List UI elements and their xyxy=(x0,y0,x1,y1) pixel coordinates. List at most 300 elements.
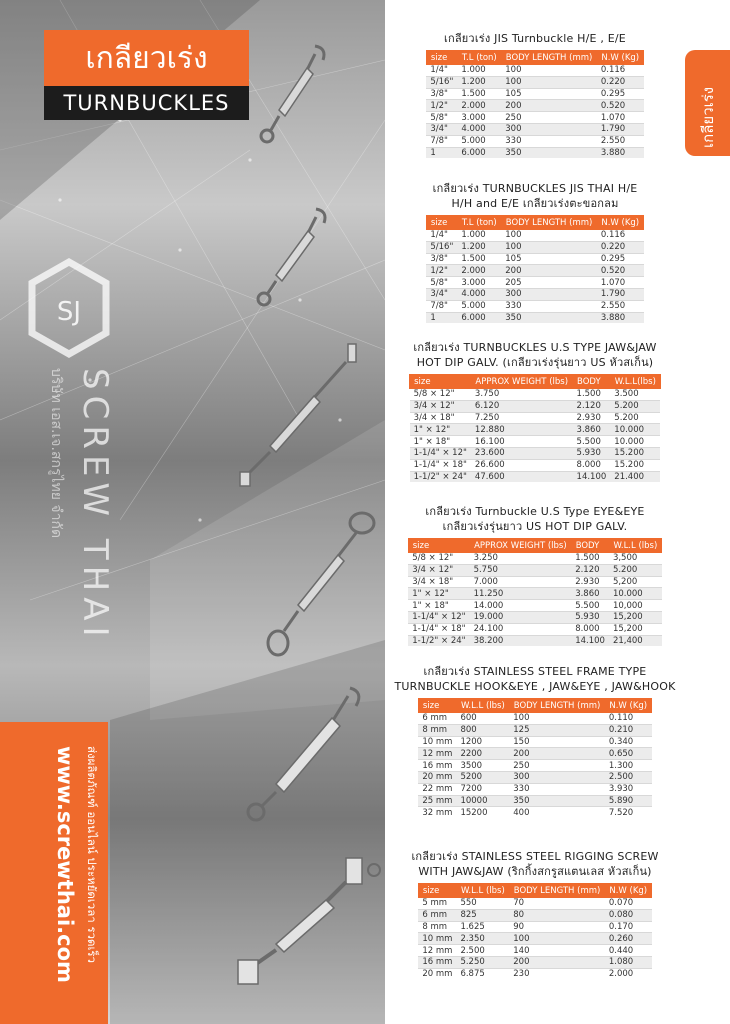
table-cell: 10.000 xyxy=(609,588,662,600)
table-cell: 800 xyxy=(456,724,509,736)
table-cell: 1200 xyxy=(456,736,509,748)
table-cell: 5/8" xyxy=(426,112,457,124)
table-cell: 1 xyxy=(426,312,457,323)
table-cell: 26.600 xyxy=(471,459,573,471)
table-cell: 5 mm xyxy=(418,898,456,910)
section-subtitle: เกลียวเร่งรุ่นยาว US HOT DIP GALV. xyxy=(442,520,628,533)
table-cell: 38.200 xyxy=(470,635,572,646)
table-row xyxy=(426,88,643,100)
table-cell: 0.295 xyxy=(597,253,644,265)
table-cell: 70 xyxy=(509,898,605,910)
table-cell: 330 xyxy=(501,300,597,312)
table-cell: 0.110 xyxy=(605,713,652,725)
table-cell: 5.000 xyxy=(457,300,501,312)
table-cell: 12 mm xyxy=(418,945,456,957)
table-cell: 2.500 xyxy=(456,945,509,957)
column-header: N.W (Kg) xyxy=(597,216,644,230)
table-cell: 0.440 xyxy=(605,945,652,957)
table-row xyxy=(418,748,651,760)
table-cell: 10000 xyxy=(456,795,509,807)
table-row xyxy=(418,736,651,748)
table-cell: 205 xyxy=(501,277,597,289)
table-row xyxy=(418,724,651,736)
table-cell: 350 xyxy=(501,147,597,158)
table-cell: 19.000 xyxy=(470,611,572,623)
section-rigging-screw xyxy=(390,849,680,980)
table-cell: 0.520 xyxy=(597,265,644,277)
table-row xyxy=(410,400,661,412)
table-cell: 3.880 xyxy=(597,147,644,158)
table-header-row xyxy=(410,375,661,389)
table-row xyxy=(418,760,651,772)
table-cell: 3.000 xyxy=(457,112,501,124)
table-cell: 8 mm xyxy=(418,921,456,933)
table-cell: 25 mm xyxy=(418,795,456,807)
column-header: BODY LENGTH (mm) xyxy=(509,699,605,713)
column-header: BODY LENGTH (mm) xyxy=(509,884,605,898)
spec-table xyxy=(408,538,663,646)
table-cell: 1-1/2" × 24" xyxy=(408,635,469,646)
table-cell: 2.930 xyxy=(571,576,609,588)
table-row xyxy=(418,898,651,910)
table-cell: 100 xyxy=(501,76,597,88)
table-cell: 2.550 xyxy=(597,135,644,147)
table-row xyxy=(418,933,651,945)
spec-table xyxy=(426,215,644,323)
table-cell: 2200 xyxy=(456,748,509,760)
table-cell: 3.250 xyxy=(470,553,572,565)
table-row xyxy=(410,447,661,459)
table-cell: 0.070 xyxy=(605,898,652,910)
table-cell: 3.860 xyxy=(571,588,609,600)
table-cell: 23.600 xyxy=(471,447,573,459)
title-thai: เกลียวเร่ง xyxy=(44,30,249,86)
table-cell: 3/4" xyxy=(426,288,457,300)
table-row xyxy=(426,230,643,242)
table-row xyxy=(408,635,662,646)
table-cell: 47.600 xyxy=(471,471,573,482)
table-cell: 825 xyxy=(456,909,509,921)
table-cell: 1.500 xyxy=(457,88,501,100)
table-row xyxy=(426,100,643,112)
table-cell: 1-1/4" × 12" xyxy=(410,447,471,459)
table-cell: 1/4" xyxy=(426,65,457,77)
side-tab xyxy=(685,50,730,156)
table-row xyxy=(410,389,661,401)
table-cell: 5200 xyxy=(456,771,509,783)
table-cell: 100 xyxy=(509,713,605,725)
table-cell: 8.000 xyxy=(571,623,609,635)
table-cell: 1.200 xyxy=(457,241,501,253)
table-cell: 3.500 xyxy=(610,389,660,401)
table-cell: 5/8 × 12" xyxy=(408,553,469,565)
table-header-row xyxy=(426,216,643,230)
section-title: เกลียวเร่ง STAINLESS STEEL RIGGING SCREW xyxy=(411,850,659,863)
table-cell: 80 xyxy=(509,909,605,921)
table-cell: 600 xyxy=(456,713,509,725)
table-cell: 0.080 xyxy=(605,909,652,921)
table-cell: 7.520 xyxy=(605,807,652,818)
table-cell: 0.116 xyxy=(597,230,644,242)
table-cell: 5.930 xyxy=(571,611,609,623)
table-cell: 0.116 xyxy=(597,65,644,77)
table-row xyxy=(426,265,643,277)
table-cell: 5/16" xyxy=(426,241,457,253)
table-cell: 20 mm xyxy=(418,771,456,783)
table-cell: 200 xyxy=(509,748,605,760)
section-stainless-frame xyxy=(390,664,680,818)
table-cell: 90 xyxy=(509,921,605,933)
table-cell: 3/4 × 12" xyxy=(410,400,471,412)
section-title: เกลียวเร่ง TURNBUCKLES JIS THAI H/E xyxy=(432,182,638,195)
table-cell: 3.860 xyxy=(573,424,611,436)
column-header: size xyxy=(426,51,457,65)
table-header-row xyxy=(408,539,662,553)
table-cell: 105 xyxy=(501,88,597,100)
table-cell: 100 xyxy=(501,65,597,77)
table-cell: 1.500 xyxy=(457,253,501,265)
section-subtitle: TURNBUCKLE HOOK&EYE , JAW&EYE , JAW&HOOK xyxy=(394,680,676,693)
table-cell: 4.000 xyxy=(457,288,501,300)
table-cell: 10 mm xyxy=(418,736,456,748)
section-subtitle: WITH JAW&JAW (ริกกิ้งสกรูสแตนเลส หัวสเก็น) xyxy=(418,865,652,878)
table-row xyxy=(408,600,662,612)
table-cell: 3/4" xyxy=(426,123,457,135)
table-cell: 1" × 12" xyxy=(410,424,471,436)
table-row xyxy=(426,135,643,147)
table-cell: 15.200 xyxy=(610,459,660,471)
table-cell: 1-1/4" × 12" xyxy=(408,611,469,623)
table-cell: 2.500 xyxy=(605,771,652,783)
table-cell: 20 mm xyxy=(418,968,456,979)
table-cell: 3.930 xyxy=(605,783,652,795)
column-header: APPROX WEIGHT (lbs) xyxy=(471,375,573,389)
table-row xyxy=(418,783,651,795)
table-row xyxy=(426,65,643,77)
section-title: เกลียวเร่ง JIS Turnbuckle H/E , E/E xyxy=(444,32,626,45)
table-row xyxy=(426,76,643,88)
table-row xyxy=(408,564,662,576)
table-cell: 100 xyxy=(509,933,605,945)
table-row xyxy=(408,623,662,635)
table-cell: 7/8" xyxy=(426,300,457,312)
table-cell: 3,500 xyxy=(609,553,662,565)
section-us-eye-eye xyxy=(390,504,680,646)
table-cell: 1.000 xyxy=(457,230,501,242)
table-row xyxy=(426,277,643,289)
table-cell: 550 xyxy=(456,898,509,910)
table-cell: 1-1/2" × 24" xyxy=(410,471,471,482)
table-cell: 5/8" xyxy=(426,277,457,289)
table-cell: 16 mm xyxy=(418,760,456,772)
column-header: N.W (Kg) xyxy=(605,699,652,713)
rigging-screw-jaw-jaw-image xyxy=(228,852,388,992)
section-title: เกลียวเร่ง TURNBUCKLES U.S TYPE JAW&JAW xyxy=(413,341,657,354)
table-cell: 140 xyxy=(509,945,605,957)
table-cell: 300 xyxy=(501,123,597,135)
table-cell: 3/4 × 12" xyxy=(408,564,469,576)
company-logo xyxy=(26,258,112,358)
table-cell: 0.340 xyxy=(605,736,652,748)
table-row xyxy=(410,436,661,448)
table-cell: 0.650 xyxy=(605,748,652,760)
table-row xyxy=(426,312,643,323)
section-us-jaw-jaw xyxy=(390,340,680,482)
table-cell: 0.210 xyxy=(605,724,652,736)
table-cell: 1.500 xyxy=(573,389,611,401)
table-cell: 3/4 × 18" xyxy=(410,412,471,424)
table-cell: 200 xyxy=(501,265,597,277)
table-row xyxy=(418,771,651,783)
title-english: TURNBUCKLES xyxy=(44,86,249,120)
table-cell: 5.250 xyxy=(456,956,509,968)
table-cell: 300 xyxy=(509,771,605,783)
section-title: เกลียวเร่ง Turnbuckle U.S Type EYE&EYE xyxy=(425,505,645,518)
table-row xyxy=(426,288,643,300)
table-cell: 1.790 xyxy=(597,123,644,135)
turnbuckle-jaw-jaw-image xyxy=(232,340,362,490)
table-cell: 2.120 xyxy=(571,564,609,576)
table-row xyxy=(408,576,662,588)
column-header: T.L (ton) xyxy=(457,216,501,230)
table-cell: 5.200 xyxy=(609,564,662,576)
table-cell: 2.930 xyxy=(573,412,611,424)
table-cell: 2.350 xyxy=(456,933,509,945)
turnbuckle-hook-eye-image xyxy=(255,40,335,150)
table-header-row xyxy=(418,884,651,898)
column-header: BODY xyxy=(573,375,611,389)
section-jis-thai xyxy=(390,181,680,323)
table-cell: 0.220 xyxy=(597,241,644,253)
table-cell: 1.300 xyxy=(605,760,652,772)
table-cell: 0.170 xyxy=(605,921,652,933)
table-row xyxy=(426,123,643,135)
table-cell: 330 xyxy=(501,135,597,147)
table-row xyxy=(408,611,662,623)
website-vertical xyxy=(12,740,102,1010)
table-cell: 1/4" xyxy=(426,230,457,242)
table-cell: 10.000 xyxy=(610,424,660,436)
column-header: size xyxy=(418,699,456,713)
table-row xyxy=(426,112,643,124)
table-cell: 5.930 xyxy=(573,447,611,459)
column-header: N.W (Kg) xyxy=(605,884,652,898)
table-cell: 6.120 xyxy=(471,400,573,412)
table-cell: 15,200 xyxy=(609,623,662,635)
brand-name: SCREW THAI xyxy=(75,368,115,643)
table-cell: 6.000 xyxy=(457,147,501,158)
spec-table xyxy=(409,374,661,482)
table-cell: 12 mm xyxy=(418,748,456,760)
table-cell: 150 xyxy=(509,736,605,748)
table-row xyxy=(418,956,651,968)
table-cell: 3.880 xyxy=(597,312,644,323)
table-cell: 1" × 18" xyxy=(410,436,471,448)
table-row xyxy=(418,968,651,979)
section-jis-turnbuckle xyxy=(390,31,680,158)
table-cell: 7.000 xyxy=(470,576,572,588)
table-cell: 24.100 xyxy=(470,623,572,635)
table-cell: 300 xyxy=(501,288,597,300)
table-cell: 5.200 xyxy=(610,400,660,412)
table-cell: 5/16" xyxy=(426,76,457,88)
table-cell: 8.000 xyxy=(573,459,611,471)
table-row xyxy=(418,713,651,725)
table-cell: 1-1/4" × 18" xyxy=(410,459,471,471)
table-cell: 5,200 xyxy=(609,576,662,588)
table-cell: 5.200 xyxy=(610,412,660,424)
table-cell: 6.000 xyxy=(457,312,501,323)
table-cell: 14.100 xyxy=(573,471,611,482)
table-cell: 5.000 xyxy=(457,135,501,147)
table-cell: 1.625 xyxy=(456,921,509,933)
column-header: BODY LENGTH (mm) xyxy=(501,216,597,230)
table-cell: 3/8" xyxy=(426,88,457,100)
table-cell: 400 xyxy=(509,807,605,818)
table-row xyxy=(426,241,643,253)
table-row xyxy=(418,945,651,957)
table-cell: 11.250 xyxy=(470,588,572,600)
table-cell: 250 xyxy=(501,112,597,124)
table-cell: 100 xyxy=(501,241,597,253)
table-cell: 0.520 xyxy=(597,100,644,112)
table-row xyxy=(418,795,651,807)
section-subtitle: H/H and E/E เกลียวเร่งตะขอกลม xyxy=(451,197,619,210)
table-cell: 1.790 xyxy=(597,288,644,300)
table-cell: 2.120 xyxy=(573,400,611,412)
table-cell: 15200 xyxy=(456,807,509,818)
table-cell: 1.500 xyxy=(571,553,609,565)
table-cell: 16.100 xyxy=(471,436,573,448)
turnbuckle-eye-eye-image xyxy=(262,505,382,660)
tagline: ส่งผลิตภัณฑ์ ออนไลน์ ประหยัดเวลา รวดเร็ว xyxy=(85,746,99,964)
table-row xyxy=(418,807,651,818)
table-cell: 16 mm xyxy=(418,956,456,968)
column-header: size xyxy=(408,539,469,553)
table-cell: 10 mm xyxy=(418,933,456,945)
table-cell: 5.890 xyxy=(605,795,652,807)
table-row xyxy=(410,459,661,471)
table-cell: 2.000 xyxy=(457,100,501,112)
table-cell: 14.100 xyxy=(571,635,609,646)
column-header: size xyxy=(410,375,471,389)
turnbuckle-stainless-frame-image xyxy=(240,682,370,827)
column-header: W.L.L (lbs) xyxy=(456,884,509,898)
table-cell: 6 mm xyxy=(418,909,456,921)
table-cell: 12.880 xyxy=(471,424,573,436)
table-cell: 250 xyxy=(509,760,605,772)
table-cell: 3.750 xyxy=(471,389,573,401)
company-name-thai: บริษัท เอส.เจ.สกรูไทย จำกัด xyxy=(48,368,64,539)
table-cell: 5/8 × 12" xyxy=(410,389,471,401)
table-cell: 3.000 xyxy=(457,277,501,289)
table-header-row xyxy=(426,51,643,65)
table-cell: 15,200 xyxy=(609,611,662,623)
turnbuckle-jis-thai-image xyxy=(250,205,335,310)
table-cell: 1-1/4" × 18" xyxy=(408,623,469,635)
table-cell: 0.260 xyxy=(605,933,652,945)
table-cell: 22 mm xyxy=(418,783,456,795)
table-cell: 3500 xyxy=(456,760,509,772)
table-cell: 3/4 × 18" xyxy=(408,576,469,588)
table-cell: 8 mm xyxy=(418,724,456,736)
table-cell: 6 mm xyxy=(418,713,456,725)
table-cell: 1.200 xyxy=(457,76,501,88)
table-cell: 350 xyxy=(501,312,597,323)
section-subtitle: HOT DIP GALV. (เกลียวเร่งรุ่นยาว US หัวสเก็น) xyxy=(416,356,654,369)
column-header: size xyxy=(418,884,456,898)
brand-vertical xyxy=(48,368,115,698)
table-cell: 1" × 12" xyxy=(408,588,469,600)
table-cell: 125 xyxy=(509,724,605,736)
table-row xyxy=(410,412,661,424)
table-cell: 5.500 xyxy=(573,436,611,448)
table-cell: 3/8" xyxy=(426,253,457,265)
table-cell: 2.000 xyxy=(605,968,652,979)
table-cell: 330 xyxy=(509,783,605,795)
table-cell: 0.295 xyxy=(597,88,644,100)
table-cell: 7.250 xyxy=(471,412,573,424)
table-cell: 7200 xyxy=(456,783,509,795)
table-cell: 14.000 xyxy=(470,600,572,612)
column-header: APPROX WEIGHT (lbs) xyxy=(470,539,572,553)
table-row xyxy=(426,253,643,265)
spec-table xyxy=(418,698,652,818)
table-cell: 10,000 xyxy=(609,600,662,612)
table-row xyxy=(418,921,651,933)
spec-table xyxy=(418,883,652,980)
table-row xyxy=(408,588,662,600)
table-cell: 6.875 xyxy=(456,968,509,979)
table-cell: 32 mm xyxy=(418,807,456,818)
column-header: W.L.L (lbs) xyxy=(456,699,509,713)
table-cell: 5.750 xyxy=(470,564,572,576)
table-cell: 15.200 xyxy=(610,447,660,459)
table-row xyxy=(408,553,662,565)
table-cell: 1.080 xyxy=(605,956,652,968)
table-cell: 350 xyxy=(509,795,605,807)
table-row xyxy=(418,909,651,921)
table-cell: 105 xyxy=(501,253,597,265)
column-header: N.W (Kg) xyxy=(597,51,644,65)
spec-table xyxy=(426,50,644,158)
table-cell: 1.070 xyxy=(597,277,644,289)
section-title: เกลียวเร่ง STAINLESS STEEL FRAME TYPE xyxy=(423,665,647,678)
table-cell: 1/2" xyxy=(426,265,457,277)
table-cell: 200 xyxy=(501,100,597,112)
table-cell: 2.550 xyxy=(597,300,644,312)
column-header: W.L.L (lbs) xyxy=(609,539,662,553)
table-cell: 0.220 xyxy=(597,76,644,88)
column-header: BODY LENGTH (mm) xyxy=(501,51,597,65)
column-header: W.L.L(lbs) xyxy=(610,375,660,389)
table-row xyxy=(426,147,643,158)
logo-text: SJ xyxy=(56,297,82,327)
table-row xyxy=(426,300,643,312)
side-tab-label: เกลียวเร่ง xyxy=(699,86,717,148)
table-cell: 7/8" xyxy=(426,135,457,147)
column-header: T.L (ton) xyxy=(457,51,501,65)
table-cell: 100 xyxy=(501,230,597,242)
table-cell: 4.000 xyxy=(457,123,501,135)
column-header: BODY xyxy=(571,539,609,553)
table-header-row xyxy=(418,699,651,713)
table-cell: 21.400 xyxy=(610,471,660,482)
table-row xyxy=(410,471,661,482)
table-cell: 230 xyxy=(509,968,605,979)
table-cell: 1/2" xyxy=(426,100,457,112)
table-cell: 1" × 18" xyxy=(408,600,469,612)
